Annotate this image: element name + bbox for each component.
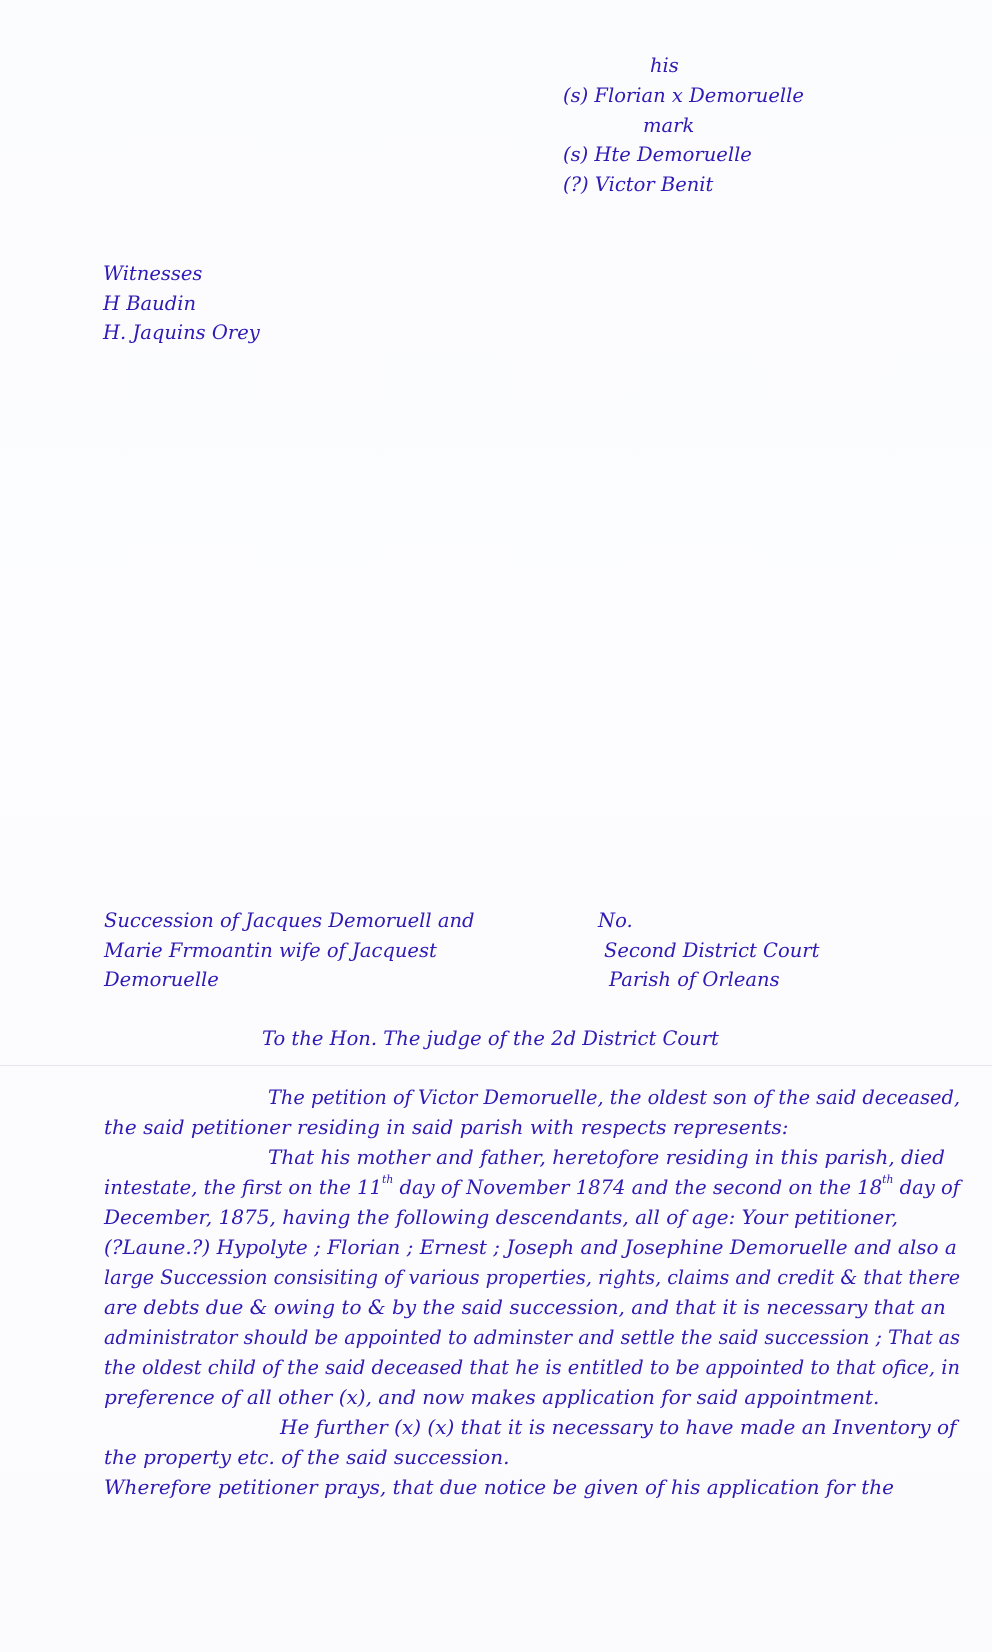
petition-line: intestate, the first on the 11th day of November 1874 and the second on the 18th day of: [104, 1173, 961, 1199]
petition-line: the said petitioner residing in said parish with respects represents:: [104, 1115, 789, 1139]
witness-name: H. Jaquins Orey: [103, 321, 260, 344]
case-number: No.: [598, 909, 633, 932]
petition-line: The petition of Victor Demoruelle, the oldest son of the said deceased,: [268, 1085, 960, 1109]
petition-line: (?Laune.?) Hypolyte ; Florian ; Ernest ; Joseph and Josephine Demoruelle and also a: [104, 1235, 957, 1259]
witness-name: H Baudin: [103, 292, 196, 315]
petition-line: December, 1875, having the following descendants, all of age: Your petitioner,: [104, 1205, 898, 1229]
petition-line: That his mother and father, heretofore residing in this parish, died: [268, 1145, 945, 1169]
petition-line: are debts due & owing to & by the said succession, and that it is necessary that an: [104, 1295, 946, 1319]
signature-victor: (?) Victor Benit: [563, 173, 714, 196]
signature-florian: (s) Florian x Demoruelle: [563, 84, 804, 107]
petition-line: He further (x) (x) that it is necessary to have made an Inventory of: [280, 1415, 957, 1439]
court-name: Second District Court: [604, 939, 820, 962]
case-title-line: Marie Frmoantin wife of Jacquest: [104, 939, 437, 962]
signature-hte: (s) Hte Demoruelle: [563, 143, 752, 166]
address-line: To the Hon. The judge of the 2d District Court: [262, 1027, 719, 1050]
case-title-line: Succession of Jacques Demoruell and: [104, 909, 475, 932]
petition-line: Wherefore petitioner prays, that due notice be given of his application for the: [104, 1475, 895, 1499]
signature-his: his: [650, 54, 679, 77]
signature-mark: mark: [643, 114, 695, 137]
parish-name: Parish of Orleans: [609, 968, 780, 991]
petition-line: administrator should be appointed to adminster and settle the said succession ; That as: [104, 1325, 961, 1349]
petition-line: the property etc. of the said succession.: [104, 1445, 510, 1469]
petition-line: preference of all other (x), and now makes application for said appointment.: [104, 1385, 880, 1409]
case-title-line: Demoruelle: [104, 968, 219, 991]
paper-fold-line: [0, 1065, 992, 1066]
witnesses-heading: Witnesses: [103, 262, 203, 285]
petition-line: the oldest child of the said deceased that he is entitled to be appointed to that ofice, in: [104, 1355, 960, 1379]
petition-line: large Succession consisiting of various properties, rights, claims and credit & that there: [104, 1265, 961, 1289]
